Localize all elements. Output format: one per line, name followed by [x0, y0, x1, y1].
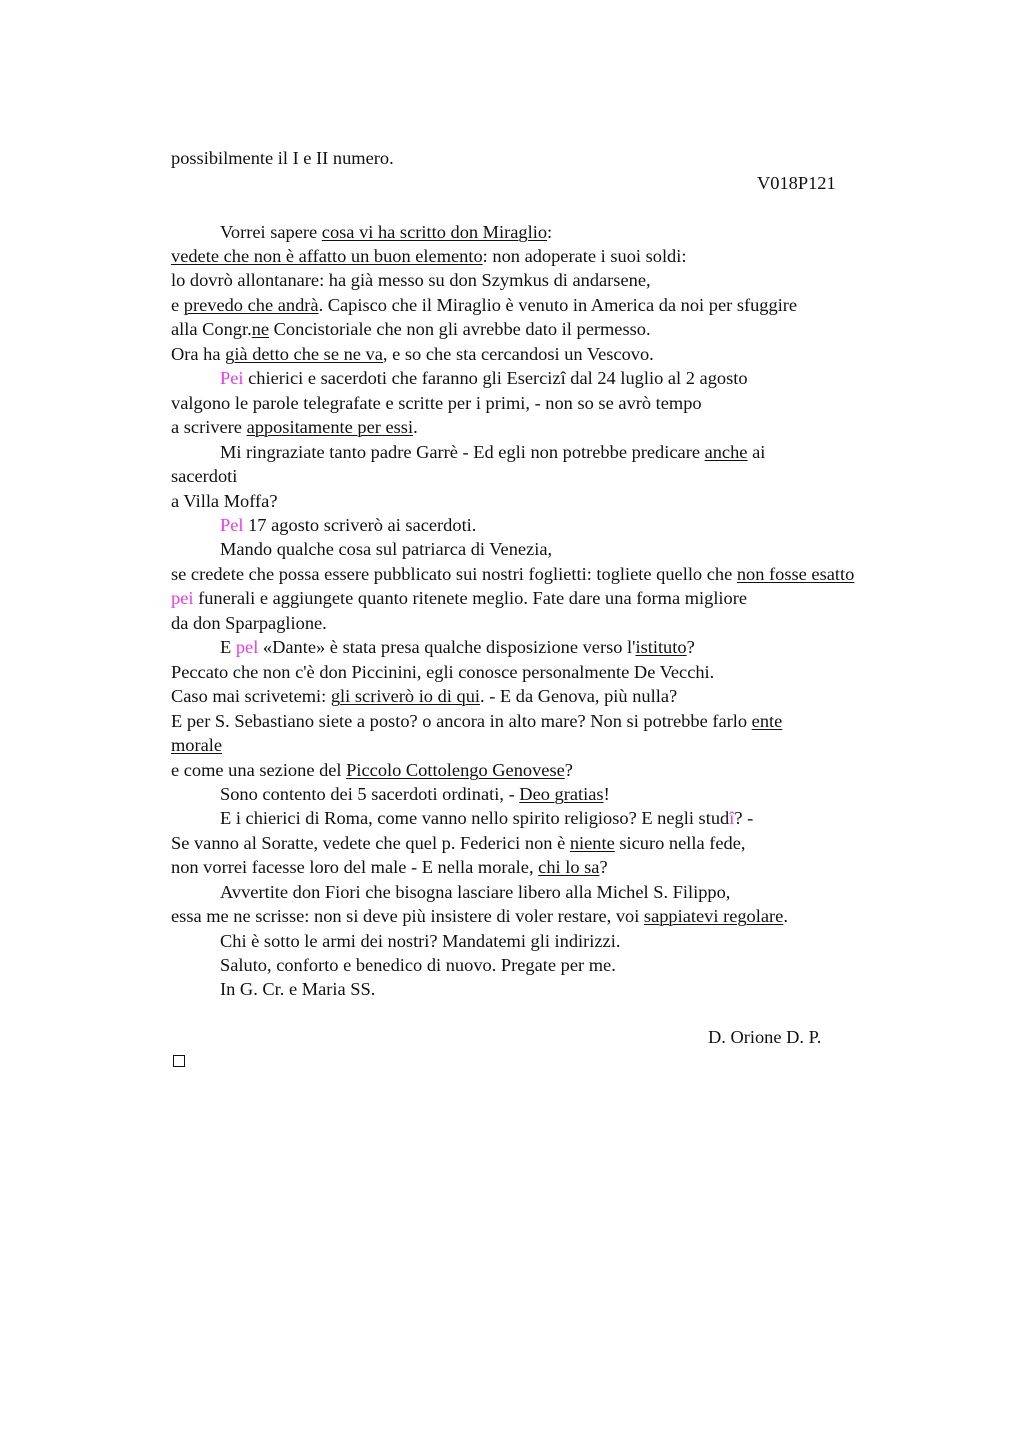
underlined-phrase: gli scriverò io di qui: [330, 686, 481, 706]
end-marker-square-icon: [173, 1055, 185, 1067]
text-line: e come una sezione del Piccolo Cottolengo Genovese?: [171, 760, 573, 780]
signature: D. Orione D. P.: [708, 1027, 822, 1047]
text-line: lo dovrò allontanare: ha già messo su don Szymkus di andarsene,: [171, 270, 651, 290]
underlined-phrase: anche: [704, 442, 748, 462]
text-line: essa me ne scrisse: non si deve più insistere di voler restare, voi sappiatevi regolare.: [171, 906, 788, 926]
underlined-phrase: Deo gratias: [519, 784, 604, 804]
text-line: alla Congr.ne Concistoriale che non gli avrebbe dato il permesso.: [171, 319, 651, 339]
annotated-word: pel: [235, 637, 259, 657]
text-line: a Villa Moffa?: [171, 491, 278, 511]
underlined-phrase: non fosse esatto: [736, 564, 855, 584]
annotated-word: Pei: [220, 368, 244, 388]
text-line: pei funerali e aggiungete quanto ritenete meglio. Fate dare una forma migliore: [171, 588, 748, 608]
reference-code: V018P121: [757, 173, 836, 193]
underlined-phrase: ne: [251, 319, 270, 339]
underlined-phrase: niente: [569, 833, 615, 853]
header-text: possibilmente il I e II numero.: [171, 148, 394, 168]
text-line: vedete che non è affatto un buon elemento: non adoperate i suoi soldi:: [171, 246, 687, 266]
underlined-phrase: istituto: [635, 637, 687, 657]
underlined-phrase: vedete che non è affatto un buon elemento: [171, 246, 483, 266]
text-line: Mando qualche cosa sul patriarca di Venezia,: [220, 539, 553, 559]
text-line: Se vanno al Soratte, vedete che quel p. Federici non è niente sicuro nella fede,: [171, 833, 746, 853]
text-line: valgono le parole telegrafate e scritte per i primi, - non so se avrò tempo: [171, 393, 702, 413]
text-line: Mi ringraziate tanto padre Garrè - Ed egli non potrebbe predicare anche ai: [220, 442, 766, 462]
text-line: Pel 17 agosto scriverò ai sacerdoti.: [220, 515, 477, 535]
text-line: e prevedo che andrà. Capisco che il Miraglio è venuto in America da noi per sfuggire: [171, 295, 798, 315]
text-line: Caso mai scrivetemi: gli scriverò io di qui. - E da Genova, più nulla?: [171, 686, 678, 706]
text-line: Peccato che non c'è don Piccinini, egli conosce personalmente De Vecchi.: [171, 662, 715, 682]
underlined-phrase: Piccolo Cottolengo Genovese: [346, 760, 565, 780]
annotated-word: Pel: [220, 515, 244, 535]
text-line: se credete che possa essere pubblicato sui nostri foglietti: togliete quello che non fosse esatto: [171, 564, 855, 584]
header-line: [171, 146, 394, 170]
underlined-phrase: ente: [751, 711, 783, 731]
annotated-word: pei: [171, 588, 194, 608]
text-line: Sono contento dei 5 sacerdoti ordinati, - Deo gratias!: [220, 784, 610, 804]
text-line: sacerdoti: [171, 466, 238, 486]
text-line: Avvertite don Fiori che bisogna lasciare libero alla Michel S. Filippo,: [220, 882, 731, 902]
underlined-phrase: già detto che se ne va: [225, 344, 383, 364]
annotated-word: î: [729, 808, 735, 828]
text-line: In G. Cr. e Maria SS.: [220, 979, 376, 999]
underlined-phrase: appositamente per essi: [246, 417, 414, 437]
text-line: Chi è sotto le armi dei nostri? Mandatemi gli indirizzi.: [220, 931, 621, 951]
underlined-phrase: prevedo che andrà: [183, 295, 319, 315]
underlined-phrase: morale: [171, 735, 223, 755]
text-line: a scrivere appositamente per essi.: [171, 417, 418, 437]
underlined-phrase: chi lo sa: [538, 857, 600, 877]
text-line: Saluto, conforto e benedico di nuovo. Pregate per me.: [220, 955, 616, 975]
text-line: E i chierici di Roma, come vanno nello spirito religioso? E negli studî? -: [220, 808, 754, 828]
text-line: non vorrei facesse loro del male - E nella morale, chi lo sa?: [171, 857, 608, 877]
text-line: Vorrei sapere cosa vi ha scritto don Miraglio:: [220, 222, 553, 242]
text-line: Ora ha già detto che se ne va, e so che sta cercandosi un Vescovo.: [171, 344, 654, 364]
underlined-phrase: sappiatevi regolare: [643, 906, 784, 926]
text-line: Pei chierici e sacerdoti che faranno gli Esercizî dal 24 luglio al 2 agosto: [220, 368, 748, 388]
underlined-phrase: cosa vi ha scritto don Miraglio: [321, 222, 548, 242]
text-line: [171, 733, 222, 757]
text-line: E per S. Sebastiano siete a posto? o ancora in alto mare? Non si potrebbe farlo ente: [171, 711, 783, 731]
text-line: E pel «Dante» è stata presa qualche disposizione verso l'istituto?: [220, 637, 695, 657]
text-line: da don Sparpaglione.: [171, 613, 327, 633]
